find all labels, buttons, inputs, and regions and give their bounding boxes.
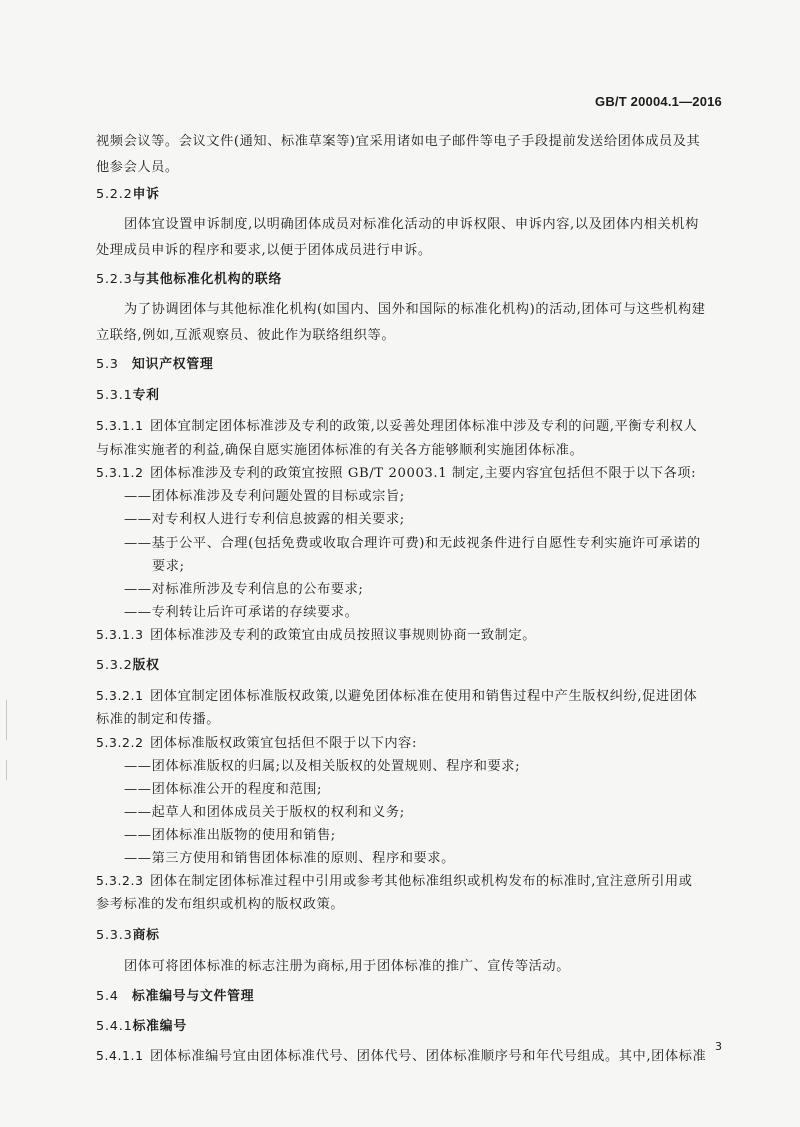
body-line: 他参会人员。 <box>96 160 179 175</box>
clause-5-3-2-2: 5.3.2.2 团体标准版权政策宜包括但不限于以下内容: <box>96 735 418 751</box>
scan-artifact <box>6 760 7 780</box>
clause-5-3-1-1: 5.3.1.1 团体宜制定团体标准涉及专利的政策,以妥善处理团体标准中涉及专利的问题,平衡专利权人 <box>96 418 698 434</box>
page-number: 3 <box>715 1040 722 1053</box>
list-item: ——团体标准涉及专利问题处置的目标或宗旨; <box>124 489 405 504</box>
list-item: ——对专利权人进行专利信息披露的相关要求; <box>124 512 405 527</box>
section-heading-5-3-2: 5.3.2版权 <box>96 658 160 673</box>
list-item: ——起草人和团体成员关于版权的权利和义务; <box>124 805 405 820</box>
list-item: ——对标准所涉及专利信息的公布要求; <box>124 582 364 597</box>
section-heading-5-3: 5.3 知识产权管理 <box>96 357 214 372</box>
standard-number-header: GB/T 20004.1—2016 <box>595 94 722 109</box>
body-line: 处理成员申诉的程序和要求,以便于团体成员进行申诉。 <box>96 243 432 258</box>
list-item-continuation: 要求; <box>152 559 185 574</box>
clause-5-3-2-1: 5.3.2.1 团体宜制定团体标准版权政策,以避免团体标准在使用和销售过程中产生版权纠纷,促进团体 <box>96 688 698 704</box>
clause-5-3-2-3: 5.3.2.3 团体在制定团体标准过程中引用或参考其他标准组织或机构发布的标准时,宜注意所引用或 <box>96 873 693 889</box>
body-line: 与标准实施者的利益,确保自愿实施团体标准的有关各方能够顺利实施团体标准。 <box>96 443 584 458</box>
list-item: ——基于公平、合理(包括免费或收取合理许可费)和无歧视条件进行自愿性专利实施许可承诺的 <box>124 536 701 551</box>
section-heading-5-2-3: 5.2.3与其他标准化机构的联络 <box>96 272 283 287</box>
list-item: ——团体标准公开的程度和范围; <box>124 782 323 797</box>
body-line: 团体可将团体标准的标志注册为商标,用于团体标准的推广、宣传等活动。 <box>124 959 570 974</box>
list-item: ——第三方使用和销售团体标准的原则、程序和要求。 <box>124 851 455 866</box>
clause-5-4-1-1: 5.4.1.1 团体标准编号宜由团体标准代号、团体代号、团体标准顺序号和年代号组成。其中,团体标准 <box>96 1048 707 1064</box>
list-item: ——专利转让后许可承诺的存续要求。 <box>124 605 359 620</box>
list-item: ——团体标准版权的归属;以及相关版权的处置规则、程序和要求; <box>124 759 521 774</box>
body-line: 标准的制定和传播。 <box>96 712 221 727</box>
clause-5-3-1-3: 5.3.1.3 团体标准涉及专利的政策宜由成员按照议事规则协商一致制定。 <box>96 627 537 643</box>
section-heading-5-3-1: 5.3.1专利 <box>96 388 160 403</box>
section-heading-5-3-3: 5.3.3商标 <box>96 928 160 943</box>
body-line: 团体宜设置申诉制度,以明确团体成员对标准化活动的申诉权限、申诉内容,以及团体内相关机构 <box>124 217 699 232</box>
section-heading-5-4-1: 5.4.1标准编号 <box>96 1019 187 1034</box>
scan-artifact <box>6 700 7 740</box>
section-heading-5-2-2: 5.2.2申诉 <box>96 187 160 202</box>
body-line: 为了协调团体与其他标准化机构(如国内、国外和国际的标准化机构)的活动,团体可与这些机构建 <box>124 302 706 317</box>
body-line: 参考标准的发布组织或机构的版权政策。 <box>96 897 345 912</box>
body-line: 立联络,例如,互派观察员、彼此作为联络组织等。 <box>96 328 396 343</box>
section-heading-5-4: 5.4 标准编号与文件管理 <box>96 989 255 1004</box>
list-item: ——团体标准出版物的使用和销售; <box>124 828 336 843</box>
clause-5-3-1-2: 5.3.1.2 团体标准涉及专利的政策宜按照 GB/T 20003.1 制定,主要内容宜包括但不限于以下各项: <box>96 465 697 481</box>
body-line: 视频会议等。会议文件(通知、标准草案等)宜采用诸如电子邮件等电子手段提前发送给团体成员及其 <box>96 134 701 149</box>
